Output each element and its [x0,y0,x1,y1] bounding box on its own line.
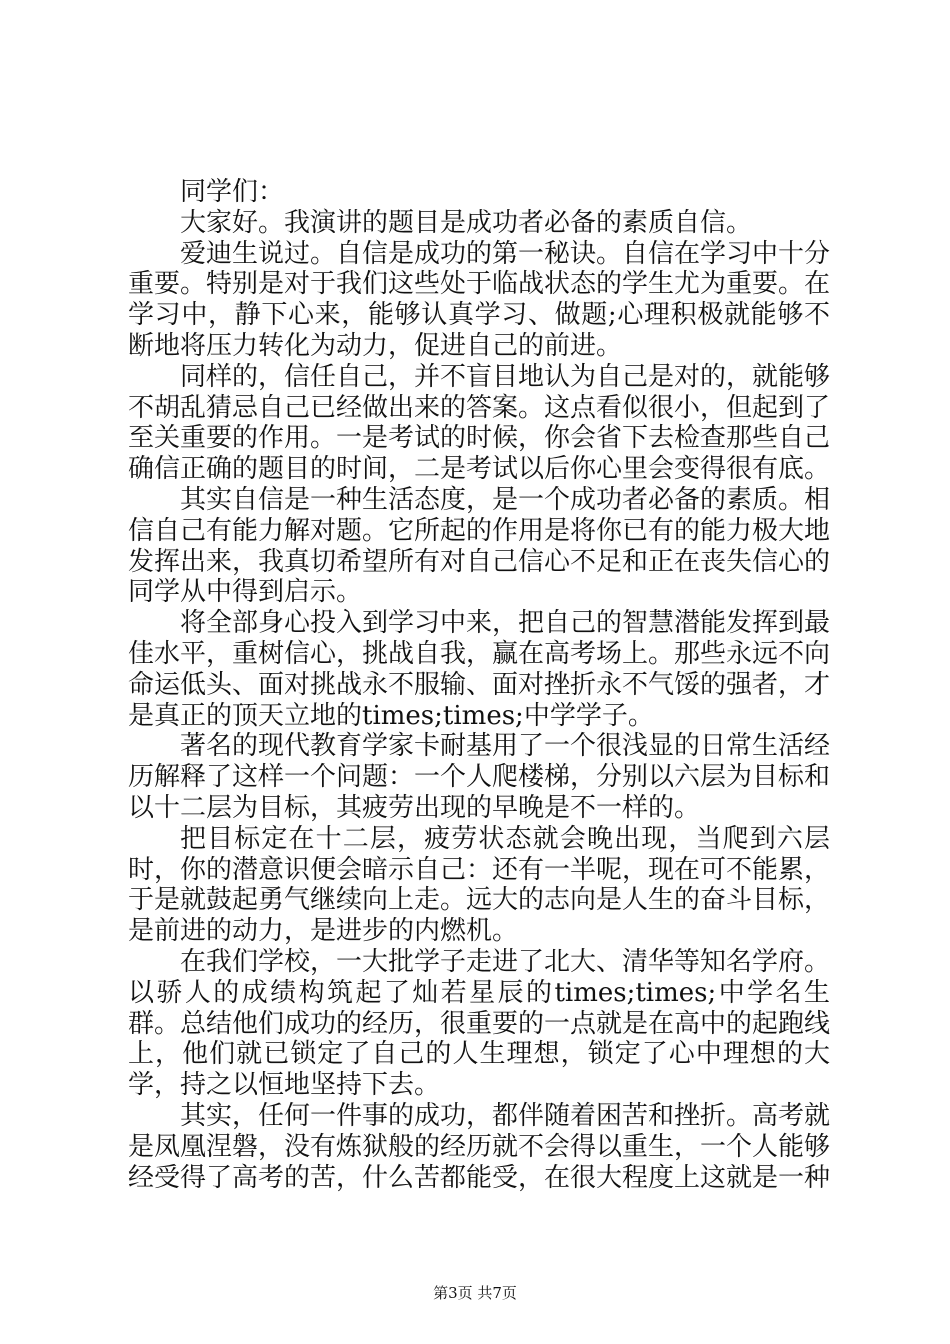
paragraph-school: 在我们学校，一大批学子走进了北大、清华等知名学府。以骄人的成绩构筑起了灿若星辰的times;times;中学名生群。总结他们成功的经历，很重要的一点就是在高中的起跑线上，他们就已锁定了自己的人生理想，锁定了心中理想的大学，持之以恒地坚持下去。 [128,946,831,1101]
paragraph-edison: 爱迪生说过。自信是成功的第一秘诀。自信在学习中十分重要。特别是对于我们这些处于临战状态的学生尤为重要。在学习中，静下心来，能够认真学习、做题;心理积极就能够不断地将压力转化为动力，促进自己的前进。 [128,238,831,361]
paragraph-trust-self: 同样的，信任自己，并不盲目地认为自己是对的，就能够不胡乱猜忌自己已经做出来的答案。这点看似很小，但起到了至关重要的作用。一是考试的时候，你会省下去检查那些自己确信正确的题目的时间，二是考试以后你心里会变得很有底。 [128,361,831,485]
page-footer: 第3页 共7页 [433,1284,517,1302]
paragraph-topic: 大家好。我演讲的题目是成功者必备的素质自信。 [180,207,753,238]
document-body [128,177,830,1193]
paragraph-goal: 把目标定在十二层，疲劳状态就会晚出现，当爬到六层时，你的潜意识便会暗示自己：还有一半呢，现在可不能累，于是就鼓起勇气继续向上走。远大的志向是人生的奋斗目标，是前进的动力，是进步的内燃机。 [128,823,831,947]
paragraph-hardship: 其实，任何一件事的成功，都伴随着困苦和挫折。高考就是凤凰涅磐，没有炼狱般的经历就不会得以重生，一个人能够经受得了高考的苦，什么苦都能受，在很大程度上这就是一种 [128,1100,831,1193]
paragraph-greeting: 同学们： [180,177,285,207]
paragraph-carnegie: 著名的现代教育学家卡耐基用了一个很浅显的日常生活经历解释了这样一个问题：一个人爬楼梯，分别以六层为目标和以十二层为目标，其疲劳出现的早晚是不一样的。 [128,731,831,823]
paragraph-devotion: 将全部身心投入到学习中来，把自己的智慧潜能发挥到最佳水平，重树信心，挑战自我，赢在高考场上。那些永远不向命运低头、面对挑战永不服输、面对挫折永不气馁的强者，才是真正的顶天立地的times;times;中学学子。 [128,608,831,731]
paragraph-attitude: 其实自信是一种生活态度，是一个成功者必备的素质。相信自己有能力解对题。它所起的作用是将你已有的能力极大地发挥出来，我真切希望所有对自己信心不足和正在丧失信心的同学从中得到启示。 [128,484,831,608]
